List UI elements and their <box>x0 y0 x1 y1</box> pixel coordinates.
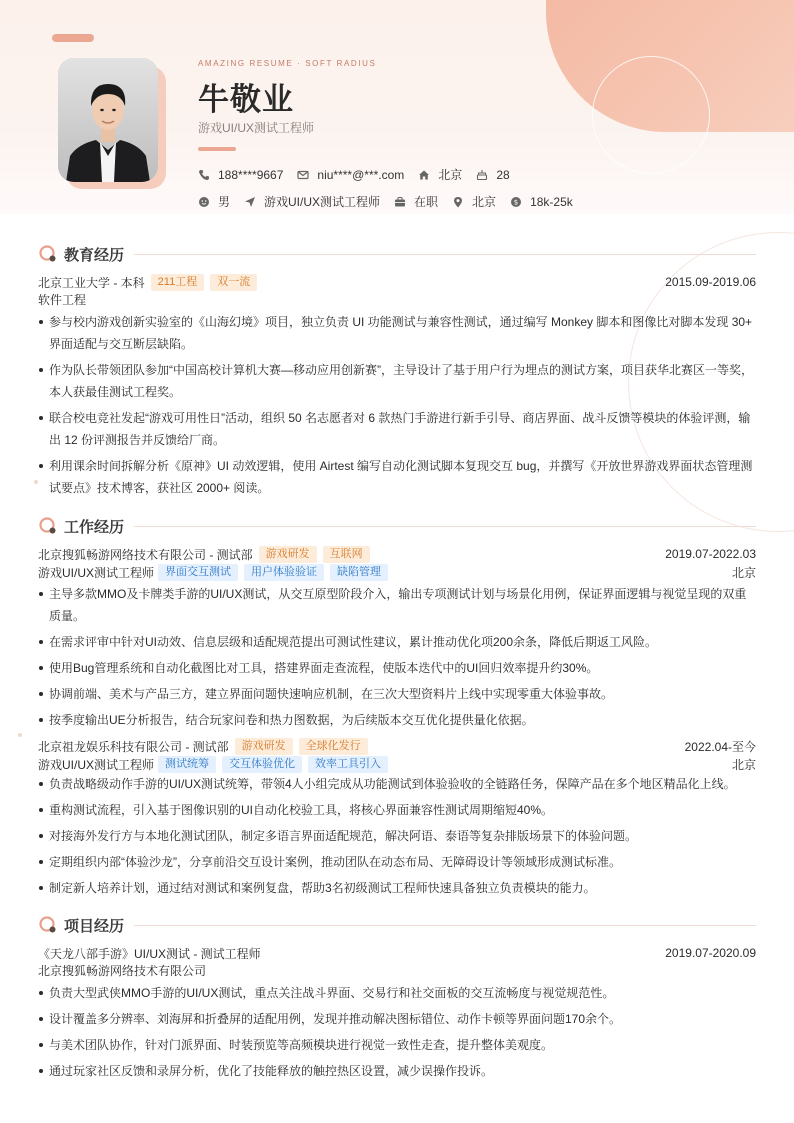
list-item: 制定新人培养计划，通过结对测试和案例复盘，帮助3名初级测试工程师快速具备独立负责模块的能力。 <box>38 877 756 899</box>
school-tag: 211工程 <box>151 274 205 291</box>
project-section <box>38 914 756 1082</box>
list-item: 使用Bug管理系统和自动化截图比对工具，搭建界面走查流程，使版本迭代中的UI回归效率提升约30%。 <box>38 657 756 679</box>
education-entry-header <box>38 273 756 291</box>
job-position-row <box>38 755 756 773</box>
list-item: 通过玩家社区反馈和录屏分析，优化了技能释放的触控热区设置，减少误操作投诉。 <box>38 1060 756 1082</box>
email-item <box>297 168 404 182</box>
profile-row <box>198 193 587 210</box>
major: 软件工程 <box>38 293 87 307</box>
job-city: 北京 <box>731 757 756 772</box>
list-item: 负责战略级动作手游的UI/UX测试统筹，带领4人小组完成从功能测试到体验验收的全链路任务，保障产品在多个地区精品化上线。 <box>38 773 756 795</box>
job-position-row <box>38 563 756 581</box>
target-position-text: 游戏UI/UX测试工程师 <box>264 195 381 209</box>
job-company-row <box>38 737 756 755</box>
salary-text: 18k-25k <box>530 194 573 209</box>
briefcase-icon <box>394 196 406 208</box>
school-tag: 双一流 <box>210 274 257 291</box>
section-divider <box>134 254 756 255</box>
position-name: 游戏UI/UX测试工程师 <box>38 565 155 580</box>
job-bullets <box>38 773 756 899</box>
salary-item <box>510 195 573 209</box>
home-text: 北京 <box>438 168 463 182</box>
project-header <box>38 914 756 936</box>
job-date: 2022.04-至今 <box>684 739 756 754</box>
location-icon <box>452 196 464 208</box>
list-item: 在需求评审中针对UI动效、信息层级和适配规范提出可测试性建议，累计推动优化项200余条，降低后期返工风险。 <box>38 631 756 653</box>
list-item: 按季度输出UE分析报告，结合玩家问卷和热力图数据，为后续版本交互优化提供量化依据。 <box>38 709 756 731</box>
gender-icon <box>198 196 210 208</box>
location-item <box>452 193 496 210</box>
candidate-title: 游戏UI/UX测试工程师 <box>198 121 315 135</box>
company-name: 北京祖龙娱乐科技有限公司 - 测试部 <box>38 739 229 754</box>
mail-icon <box>297 169 309 181</box>
work-section <box>38 515 756 899</box>
phone-icon <box>198 169 210 181</box>
search-icon <box>38 516 58 536</box>
header-tagline: AMAZING RESUME · SOFT RADIUS <box>198 59 377 68</box>
skill-tag: 测试统筹 <box>158 756 216 773</box>
decorative-dot <box>18 733 22 737</box>
age-text: 28 <box>496 167 510 182</box>
email-text: niu****@***.com <box>317 167 405 182</box>
list-item: 定期组织内部“体验沙龙”，分享前沿交互设计案例，推动团队在动态布局、无障碍设计等领域形成测试标准。 <box>38 851 756 873</box>
company-tag: 全球化发行 <box>299 738 368 755</box>
list-item: 设计覆盖多分辨率、刘海屏和折叠屏的适配用例，发现并推动解决图标错位、动作卡顿等界面问题170余个。 <box>38 1008 756 1030</box>
section-title: 工作经历 <box>64 518 125 536</box>
phone-item <box>198 168 283 182</box>
education-header <box>38 243 756 265</box>
gender-item <box>198 193 230 210</box>
education-bullets <box>38 311 756 499</box>
list-item: 作为队长带领团队参加“中国高校计算机大赛—移动应用创新赛”，主导设计了基于用户行为埋点的测试方案，项目获华北赛区一等奖，本人获最佳测试工程奖。 <box>38 359 756 403</box>
accent-pill <box>52 34 94 42</box>
position-name: 游戏UI/UX测试工程师 <box>38 757 155 772</box>
salary-icon <box>510 196 522 208</box>
list-item: 重构测试流程，引入基于图像识别的UI自动化校验工具，将核心界面兼容性测试周期缩短40%。 <box>38 799 756 821</box>
job-entry <box>38 545 756 731</box>
list-item: 对接海外发行方与本地化测试团队，制定多语言界面适配规范，解决阿语、泰语等复杂排版场景下的体验问题。 <box>38 825 756 847</box>
job-company-row <box>38 545 756 563</box>
job-entry <box>38 737 756 899</box>
work-header <box>38 515 756 537</box>
list-item: 主导多款MMO及卡牌类手游的UI/UX测试，从交互原型阶段介入，输出专项测试计划与场景化用例，保证界面逻辑与视觉呈现的双重质量。 <box>38 583 756 627</box>
project-date: 2019.07-2020.09 <box>665 946 756 960</box>
avatar <box>58 58 158 182</box>
company-tag: 互联网 <box>323 546 370 563</box>
project-company: 北京搜狐畅游网络技术有限公司 <box>38 964 207 978</box>
company-name: 北京搜狐畅游网络技术有限公司 - 测试部 <box>38 547 253 562</box>
section-divider <box>134 526 756 527</box>
project-entry <box>38 944 756 1082</box>
company-tag: 游戏研发 <box>259 546 317 563</box>
contact-row <box>198 166 524 183</box>
list-item: 利用课余时间拆解分析《原神》UI 动效逻辑，使用 Airtest 编写自动化测试脚本复现交互 bug，并撰写《开放世界游戏界面状态管理测试要点》技术博客，获社区 2000+ 阅读。 <box>38 455 756 499</box>
section-title: 教育经历 <box>64 246 125 264</box>
age-item <box>476 168 509 182</box>
phone-text: 188****9667 <box>218 167 284 182</box>
status-text: 在职 <box>414 195 439 209</box>
status-item <box>394 193 438 210</box>
skill-tag: 交互体验优化 <box>222 756 302 773</box>
skill-tag: 用户体验验证 <box>244 564 324 581</box>
candidate-name: 牛敬业 <box>198 82 294 117</box>
svg-text:$: $ <box>513 197 519 206</box>
skill-tag: 缺陷管理 <box>330 564 388 581</box>
job-bullets <box>38 583 756 731</box>
list-item: 参与校内游戏创新实验室的《山海幻境》项目，独立负责 UI 功能测试与兼容性测试，通过编写 Monkey 脚本和图像比对脚本发现 30+ 界面适配与交互断层缺陷。 <box>38 311 756 355</box>
search-icon <box>38 244 58 264</box>
cake-icon <box>476 169 488 181</box>
title-underline <box>198 147 236 151</box>
list-item: 负责大型武侠MMO手游的UI/UX测试，重点关注战斗界面、交易行和社交面板的交互流畅度与视觉规范性。 <box>38 982 756 1004</box>
section-divider <box>134 925 756 926</box>
project-name: 《天龙八部手游》UI/UX测试 - 测试工程师 <box>38 946 261 961</box>
education-section <box>38 243 756 499</box>
location-text: 北京 <box>472 195 497 209</box>
project-bullets <box>38 982 756 1082</box>
search-icon <box>38 915 58 935</box>
home-item <box>418 166 462 183</box>
skill-tag: 界面交互测试 <box>158 564 238 581</box>
decorative-ring <box>592 56 710 174</box>
list-item: 协调前端、美术与产品三方，建立界面问题快速响应机制，在三次大型资料片上线中实现零重大体验事故。 <box>38 683 756 705</box>
target-position-item <box>244 193 380 210</box>
gender-text: 男 <box>218 195 231 209</box>
list-item: 联合校电竞社发起“游戏可用性日”活动，组织 50 名志愿者对 6 款热门手游进行新手引导、商店界面、战斗反馈等模块的体验评测，输出 12 份评测报告并反馈给厂商。 <box>38 407 756 451</box>
job-city: 北京 <box>731 565 756 580</box>
section-title: 项目经历 <box>64 917 125 935</box>
skill-tag: 效率工具引入 <box>308 756 388 773</box>
send-icon <box>244 196 256 208</box>
home-icon <box>418 169 430 181</box>
company-tag: 游戏研发 <box>235 738 293 755</box>
school-name: 北京工业大学 - 本科 <box>38 275 145 290</box>
list-item: 与美术团队协作，针对门派界面、时装预览等高频模块进行视觉一致性走查，提升整体美观度。 <box>38 1034 756 1056</box>
job-date: 2019.07-2022.03 <box>665 547 756 561</box>
education-date: 2015.09-2019.06 <box>665 275 756 289</box>
project-title-row <box>38 944 756 962</box>
